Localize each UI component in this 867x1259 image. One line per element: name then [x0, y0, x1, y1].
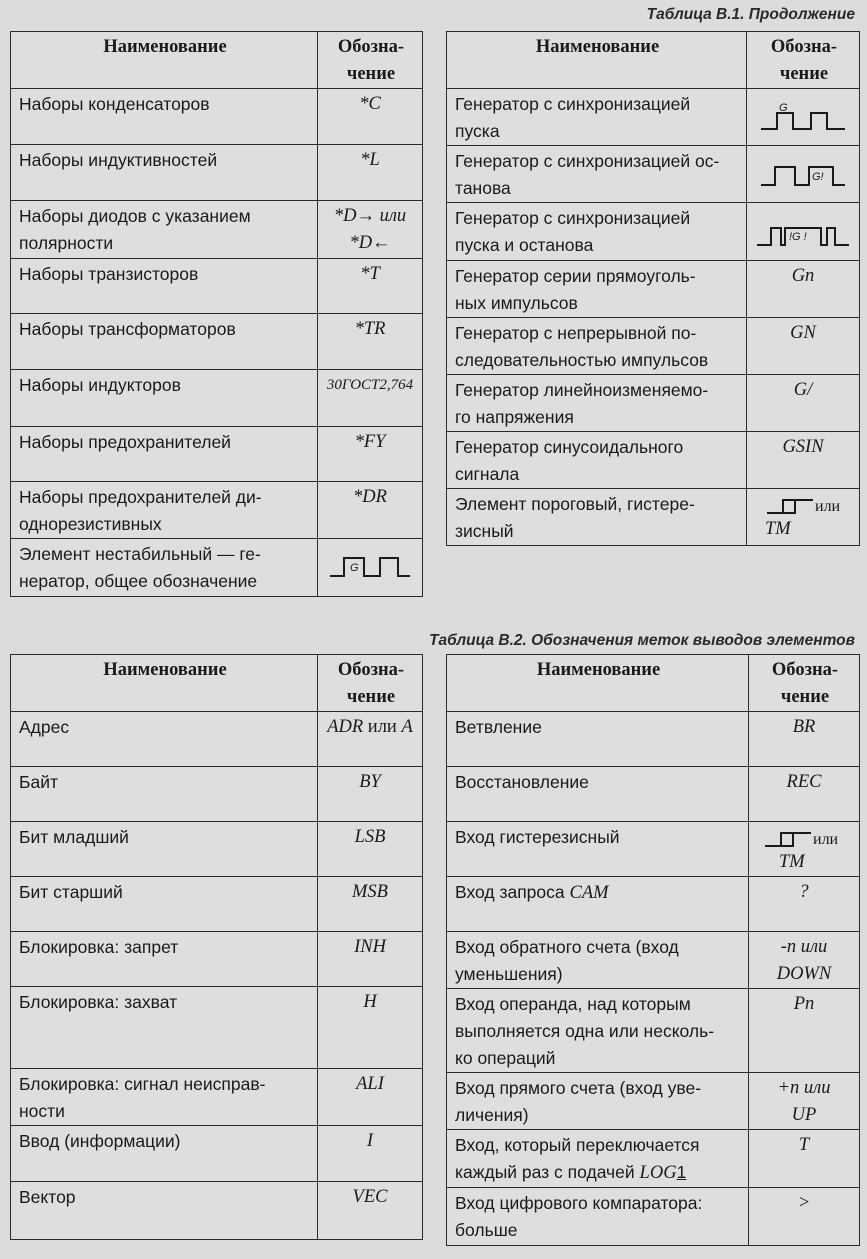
or-label: или: [815, 498, 841, 515]
table-row: [11, 767, 423, 822]
row-symbol: Pn: [749, 989, 860, 1073]
row-symbol: 30ГОСТ2,764: [318, 370, 423, 427]
row-name: Вход прямого счета (вход уве- личения): [447, 1073, 749, 1130]
row-symbol: *T: [318, 259, 423, 314]
row-symbol: H: [318, 987, 423, 1069]
row-name: Бит младший: [11, 822, 318, 877]
table-row: [11, 427, 423, 482]
table-row: [447, 822, 860, 877]
row-name: Вектор: [11, 1182, 318, 1240]
name-column-header: Наименование: [11, 655, 318, 712]
table-row: [447, 146, 860, 203]
svg-text:G!: G!: [812, 170, 824, 183]
row-symbol: I: [318, 1126, 423, 1182]
table-row: [11, 712, 423, 767]
row-name: Бит старший: [11, 877, 318, 932]
row-name: Элемент пороговый, гистере- зисный: [447, 489, 747, 546]
row-name: Блокировка: захват: [11, 987, 318, 1069]
row-name: Наборы транзисторов: [11, 259, 318, 314]
table-row: [11, 314, 423, 370]
table-row: [11, 987, 423, 1069]
row-symbol-alt: TM: [765, 519, 791, 539]
name-column-header: Наименование: [11, 32, 318, 89]
table-row: [447, 318, 860, 375]
row-symbol: [747, 489, 860, 546]
hysteresis-icon: [765, 497, 815, 517]
symbol-column-header: Обозна- чение: [318, 32, 423, 89]
table-row: [11, 1126, 423, 1182]
table-row: [447, 1073, 860, 1130]
start-sync-pulse-icon: [759, 103, 847, 133]
row-name: Вход, который переключается каждый раз с подачей LOG1: [447, 1130, 749, 1188]
table-row: [11, 89, 423, 145]
table-header-row: [11, 655, 423, 712]
table-row: [447, 1188, 860, 1246]
row-name: Наборы индукторов: [11, 370, 318, 427]
row-symbol: -n или DOWN: [749, 932, 860, 989]
row-symbol: GN: [747, 318, 860, 375]
table-row: [447, 203, 860, 261]
table-header-row: [447, 32, 860, 89]
row-symbol: ?: [749, 877, 860, 932]
symbol-column-header: Обозна- чение: [318, 655, 423, 712]
row-symbol: *L: [318, 145, 423, 201]
table-row: [11, 370, 423, 427]
start-stop-sync-pulse-icon: [755, 225, 851, 249]
row-name: Блокировка: сигнал неисправ- ности: [11, 1069, 318, 1126]
row-symbol: >: [749, 1188, 860, 1246]
row-name: Байт: [11, 767, 318, 822]
row-symbol: +n или UP: [749, 1073, 860, 1130]
row-name: Наборы индуктивностей: [11, 145, 318, 201]
table-row: [447, 89, 860, 146]
table-row: [11, 201, 423, 259]
row-symbol: Gn: [747, 261, 860, 318]
svg-text:G: G: [350, 561, 359, 574]
table-row: [11, 1182, 423, 1240]
row-name: Генератор синусоидального сигнала: [447, 432, 747, 489]
row-name: Восстановление: [447, 767, 749, 822]
symbol-column-header: Обозна- чение: [749, 655, 860, 712]
row-name: Генератор с синхронизацией пуска: [447, 89, 747, 146]
row-symbol: INH: [318, 932, 423, 987]
row-name: Адрес: [11, 712, 318, 767]
table-row: [11, 877, 423, 932]
row-name: Элемент нестабильный — ге- нератор, общее обозначение: [11, 539, 318, 597]
row-symbol: GSIN: [747, 432, 860, 489]
table-row: [447, 261, 860, 318]
row-symbol: *D→ или *D←: [318, 201, 423, 259]
row-name: Ветвление: [447, 712, 749, 767]
table-row: [447, 1130, 860, 1188]
row-name: Вход обратного счета (вход уменьшения): [447, 932, 749, 989]
table-row: [11, 1069, 423, 1126]
table-header-row: [11, 32, 423, 89]
table-row: [447, 989, 860, 1073]
table-row: [447, 767, 860, 822]
row-symbol: [747, 203, 860, 261]
row-name: Наборы предохранителей ди- однорезистивных: [11, 482, 318, 539]
row-symbol: [747, 146, 860, 203]
name-column-header: Наименование: [447, 32, 747, 89]
table-row: [11, 482, 423, 539]
hysteresis-icon: [763, 830, 813, 850]
row-symbol: T: [749, 1130, 860, 1188]
table-row: [11, 822, 423, 877]
stop-sync-pulse-icon: [759, 163, 847, 189]
row-symbol: REC: [749, 767, 860, 822]
row-name: Вход гистерезисный: [447, 822, 749, 877]
table-row: [447, 877, 860, 932]
table-row: [11, 145, 423, 201]
row-symbol: [318, 539, 423, 597]
row-symbol: *C: [318, 89, 423, 145]
row-symbol: *FY: [318, 427, 423, 482]
row-symbol-alt: TM: [779, 852, 805, 872]
row-symbol: G/: [747, 375, 860, 432]
row-symbol: *DR: [318, 482, 423, 539]
name-column-header: Наименование: [447, 655, 749, 712]
table-header-row: [447, 655, 860, 712]
table-row: [11, 932, 423, 987]
row-name: Наборы конденсаторов: [11, 89, 318, 145]
row-symbol: [747, 89, 860, 146]
row-symbol: MSB: [318, 877, 423, 932]
table-row: [447, 712, 860, 767]
row-name: Блокировка: запрет: [11, 932, 318, 987]
table-b2-left: [10, 654, 423, 1240]
table-b1-caption: Таблица В.1. Продолжение: [646, 6, 855, 23]
table-row: [447, 432, 860, 489]
row-symbol: LSB: [318, 822, 423, 877]
row-symbol: VEC: [318, 1182, 423, 1240]
table-row: [447, 932, 860, 989]
row-name: Наборы предохранителей: [11, 427, 318, 482]
table-row: [447, 375, 860, 432]
pulse-train-g-icon: [328, 554, 412, 580]
table-b1-left: [10, 31, 423, 597]
row-symbol: BY: [318, 767, 423, 822]
row-symbol: [749, 822, 860, 877]
symbol-column-header: Обозна- чение: [747, 32, 860, 89]
row-name: Генератор с синхронизацией пуска и останова: [447, 203, 747, 261]
row-name: Вход операнда, над которым выполняется одна или несколь- ко операций: [447, 989, 749, 1073]
row-name: Генератор с непрерывной по- следовательностью импульсов: [447, 318, 747, 375]
row-name: Генератор линейноизменяемо- го напряжения: [447, 375, 747, 432]
row-name: Ввод (информации): [11, 1126, 318, 1182]
row-symbol: *TR: [318, 314, 423, 370]
table-b2-right: [446, 654, 860, 1246]
row-name: Наборы трансформаторов: [11, 314, 318, 370]
table-row: [447, 489, 860, 546]
table-b2-caption: Таблица В.2. Обозначения меток выводов элементов: [429, 632, 855, 649]
row-name: Генератор серии прямоуголь- ных импульсов: [447, 261, 747, 318]
table-row: [11, 259, 423, 314]
row-name: Наборы диодов с указанием полярности: [11, 201, 318, 259]
row-name: Вход запроса CAM: [447, 877, 749, 932]
svg-text:G: G: [779, 103, 788, 114]
table-b1-right: [446, 31, 860, 546]
row-name: Вход цифрового компаратора: больше: [447, 1188, 749, 1246]
row-symbol: ADR или A: [318, 712, 423, 767]
row-name: Генератор с синхронизацией ос- танова: [447, 146, 747, 203]
table-row: [11, 539, 423, 597]
row-symbol: ALI: [318, 1069, 423, 1126]
or-label: или: [813, 831, 839, 848]
row-symbol: BR: [749, 712, 860, 767]
svg-text:!G !: !G !: [789, 230, 807, 243]
